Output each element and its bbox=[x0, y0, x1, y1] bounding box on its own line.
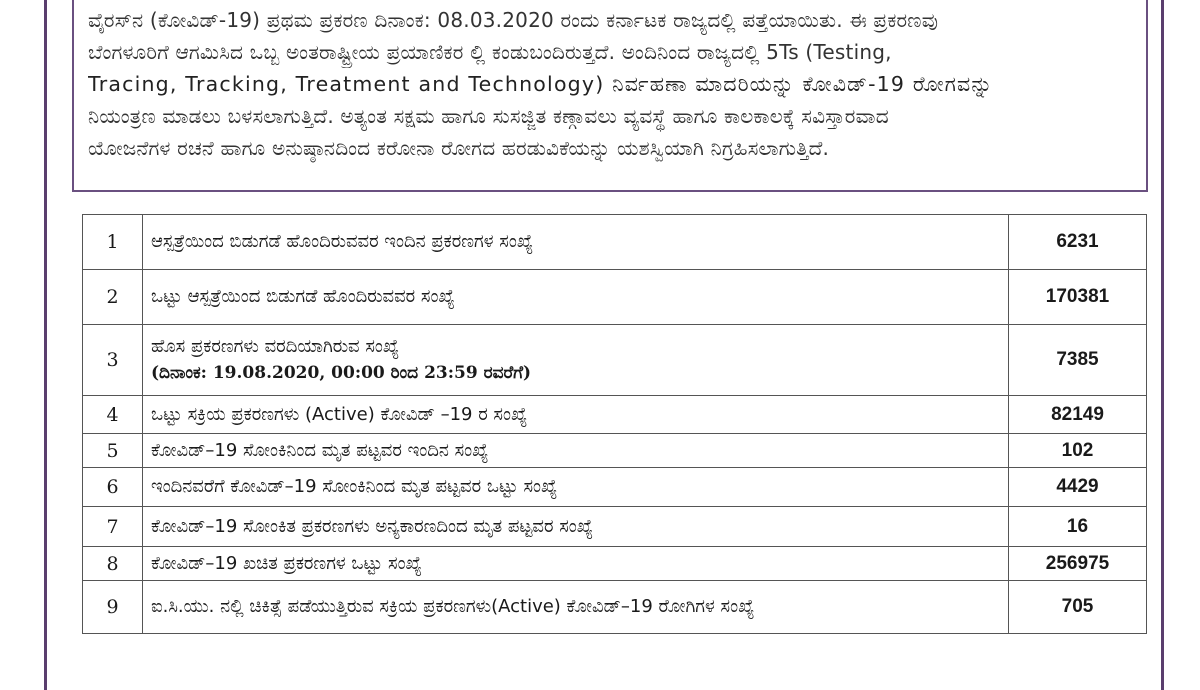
row-description bbox=[143, 434, 1009, 468]
row-number: 5 bbox=[83, 434, 143, 468]
row-number: 2 bbox=[83, 270, 143, 325]
row-number: 6 bbox=[83, 468, 143, 507]
row-description-text: ಕೋವಿಡ್‌–19 ಸೋಂಕಿನಿಂದ ಮೃತ ಪಟ್ಟವರ ಇಂದಿನ ಸಂಖ್ಯೆ bbox=[151, 439, 489, 461]
table-row bbox=[83, 468, 1147, 507]
row-description-text: ಕೋವಿಡ್‌–19 ಖಚಿತ ಪ್ರಕರಣಗಳ ಒಟ್ಟು ಸಂಖ್ಯೆ bbox=[151, 552, 422, 574]
intro-line: ನಿಯಂತ್ರಣ ಮಾಡಲು ಬಳಸಲಾಗುತ್ತಿದೆ. ಅತ್ಯಂತ ಸಕ್ಷಮ ಹಾಗೂ ಸುಸಜ್ಜಿತ ಕಣ್ಗಾವಲು ವ್ಯವಸ್ಥೆ ಹಾಗೂ ಕಾಲಕಾಲಕ್ಕೆ ಸವಿಸ್ತಾರವಾದ bbox=[88, 104, 889, 128]
table-row bbox=[83, 581, 1147, 634]
row-description-text: ಐ.ಸಿ.ಯು. ನಲ್ಲಿ ಚಿಕಿತ್ಸೆ ಪಡೆಯುತ್ತಿರುವ ಸಕ್ರಿಯ ಪ್ರಕರಣಗಳು(Active) ಕೋವಿಡ್‌–19 ರೋಗಿಗಳ ಸಂಖ್ಯೆ bbox=[151, 596, 755, 617]
row-description bbox=[143, 215, 1009, 270]
row-value: 16 bbox=[1009, 507, 1147, 547]
row-number: 3 bbox=[83, 325, 143, 396]
intro-line: ಬೆಂಗಳೂರಿಗೆ ಆಗಮಿಸಿದ ಒಬ್ಬ ಅಂತರಾಷ್ಟ್ರೀಯ ಪ್ರಯಾಣಿಕರ ಲ್ಲಿ ಕಂಡುಬಂದಿರುತ್ತದೆ. ಅಂದಿನಿಂದ ರಾಜ್ಯದಲ್ಲಿ 5Ts (Testing, bbox=[88, 40, 892, 64]
table-row bbox=[83, 507, 1147, 547]
intro-line: ಯೋಜನೆಗಳ ರಚನೆ ಹಾಗೂ ಅನುಷ್ಠಾನದಿಂದ ಕರೋನಾ ರೋಗದ ಹರಡುವಿಕೆಯನ್ನು ಯಶಸ್ವಿಯಾಗಿ ನಿಗ್ರಹಿಸಲಾಗುತ್ತಿದೆ. bbox=[88, 136, 830, 160]
row-value: 170381 bbox=[1009, 270, 1147, 325]
row-description-text: ಒಟ್ಟು ಸಕ್ರಿಯ ಪ್ರಕರಣಗಳು (Active) ಕೋವಿಡ್‌ –19 ರ ಸಂಖ್ಯೆ bbox=[151, 403, 528, 425]
row-value: 102 bbox=[1009, 434, 1147, 468]
row-description bbox=[143, 581, 1009, 634]
table-row bbox=[83, 396, 1147, 434]
table-row bbox=[83, 325, 1147, 396]
row-value: 256975 bbox=[1009, 547, 1147, 581]
row-description bbox=[143, 468, 1009, 507]
row-description bbox=[143, 270, 1009, 325]
row-description-date: (ದಿನಾಂಕ: 19.08.2020, 00:00 ರಿಂದ 23:59 ರವರೆಗೆ) bbox=[151, 363, 532, 383]
row-number: 7 bbox=[83, 507, 143, 547]
row-description bbox=[143, 507, 1009, 547]
table-row bbox=[83, 215, 1147, 270]
row-value: 82149 bbox=[1009, 396, 1147, 434]
row-value: 7385 bbox=[1009, 325, 1147, 396]
row-description bbox=[143, 325, 1009, 396]
table-row bbox=[83, 434, 1147, 468]
row-number: 1 bbox=[83, 215, 143, 270]
table-row bbox=[83, 270, 1147, 325]
table-row bbox=[83, 547, 1147, 581]
row-description-text: ಆಸ್ಪತ್ರೆಯಿಂದ ಬಿಡುಗಡೆ ಹೊಂದಿರುವವರ ಇಂದಿನ ಪ್ರಕರಣಗಳ ಸಂಖ್ಯೆ bbox=[151, 231, 534, 252]
row-description-text: ಹೊಸ ಪ್ರಕರಣಗಳು ವರದಿಯಾಗಿರುವ ಸಂಖ್ಯೆ bbox=[151, 336, 400, 357]
statistics-table bbox=[82, 214, 1147, 634]
row-value: 4429 bbox=[1009, 468, 1147, 507]
intro-line: Tracing, Tracking, Treatment and Technology) ನಿರ್ವಹಣಾ ಮಾದರಿಯನ್ನು ಕೋವಿಡ್‌-19 ರೋಗವನ್ನು bbox=[88, 72, 994, 96]
intro-line: ವೈರಸ್‌ನ (ಕೋವಿಡ್‌-19) ಪ್ರಥಮ ಪ್ರಕರಣ ದಿನಾಂಕ: 08.03.2020 ರಂದು ಕರ್ನಾಟಕ ರಾಜ್ಯದಲ್ಲಿ ಪತ್ತೆಯಾಯಿತು. ಈ ಪ್ರಕರಣವು bbox=[88, 8, 939, 32]
row-number: 4 bbox=[83, 396, 143, 434]
row-number: 9 bbox=[83, 581, 143, 634]
row-value: 6231 bbox=[1009, 215, 1147, 270]
row-description bbox=[143, 396, 1009, 434]
row-value: 705 bbox=[1009, 581, 1147, 634]
row-description bbox=[143, 547, 1009, 581]
row-description-text: ಇಂದಿನವರೆಗೆ ಕೋವಿಡ್‌–19 ಸೋಂಕಿನಿಂದ ಮೃತ ಪಟ್ಟವರ ಒಟ್ಟು ಸಂಖ್ಯೆ bbox=[151, 476, 558, 497]
row-description-text: ಒಟ್ಟು ಆಸ್ಪತ್ರೆಯಿಂದ ಬಿಡುಗಡೆ ಹೊಂದಿರುವವರ ಸಂಖ್ಯೆ bbox=[151, 286, 455, 307]
row-number: 8 bbox=[83, 547, 143, 581]
row-description-text: ಕೋವಿಡ್‌–19 ಸೋಂಕಿತ ಪ್ರಕರಣಗಳು ಅನ್ಯಕಾರಣದಿಂದ ಮೃತ ಪಟ್ಟವರ ಸಂಖ್ಯೆ bbox=[151, 515, 594, 537]
intro-paragraph-box bbox=[72, 0, 1148, 192]
